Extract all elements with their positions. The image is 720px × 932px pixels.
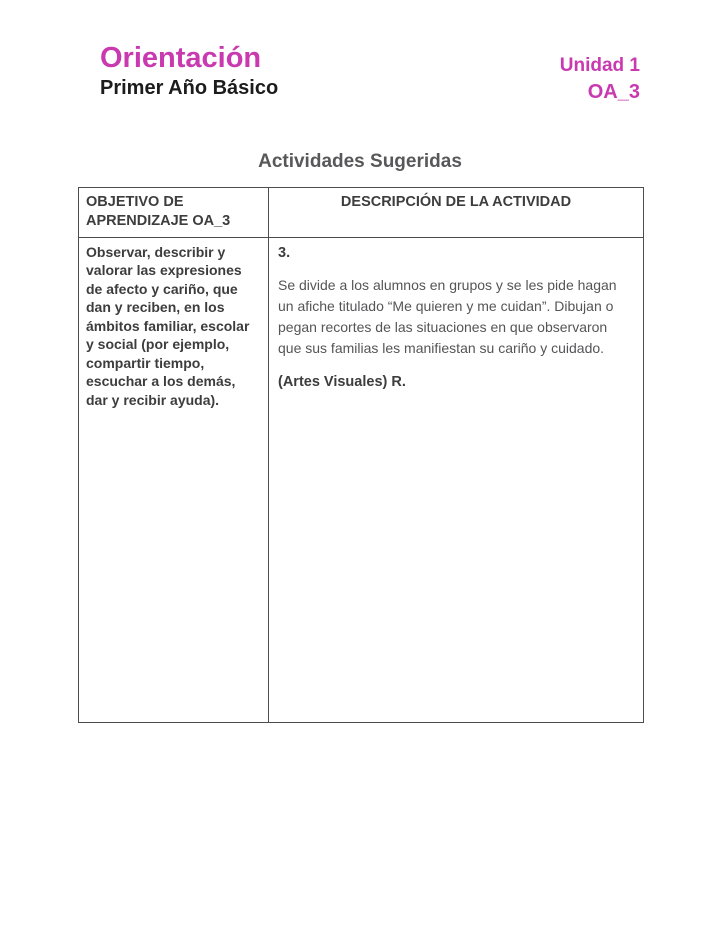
table-header-row [79, 187, 644, 237]
objective-column-header: OBJETIVO DE APRENDIZAJE OA_3 [79, 187, 269, 237]
activity-number: 3. [278, 244, 291, 261]
activities-table-body [79, 237, 644, 722]
table-row [79, 237, 644, 722]
document-header [0, 0, 720, 105]
description-column-header: DESCRIPCIÓN DE LA ACTIVIDAD [269, 187, 644, 237]
objective-cell: Observar, describir y valorar las expresiones de afecto y cariño, que dan y reciben, en los ámbitos familiar, escolar y social (por ejemplo, compartir tiempo, escuchar a los demás, dar y recibir ayuda). [79, 237, 269, 722]
activities-table [78, 187, 644, 723]
description-cell [269, 237, 644, 722]
header-left-block [100, 42, 278, 101]
grade-subtitle: Primer Año Básico [100, 77, 279, 100]
activities-table-head [79, 187, 644, 237]
activity-text: Se divide a los alumnos en grupos y se les pide hagan un afiche titulado “Me quieren y me cuidan”. Dibujan o pegan recortes de las situaciones en que observaron que sus familias les manifiestan su cariño y cuidado. [278, 276, 617, 356]
subject-title: Orientación [100, 42, 262, 74]
oa-code: OA_3 [587, 80, 640, 103]
header-right-block [560, 42, 640, 105]
activity-subject-tag: (Artes Visuales) R. [278, 373, 406, 390]
section-title: Actividades Sugeridas [258, 150, 462, 172]
unit-label: Unidad 1 [559, 55, 640, 76]
